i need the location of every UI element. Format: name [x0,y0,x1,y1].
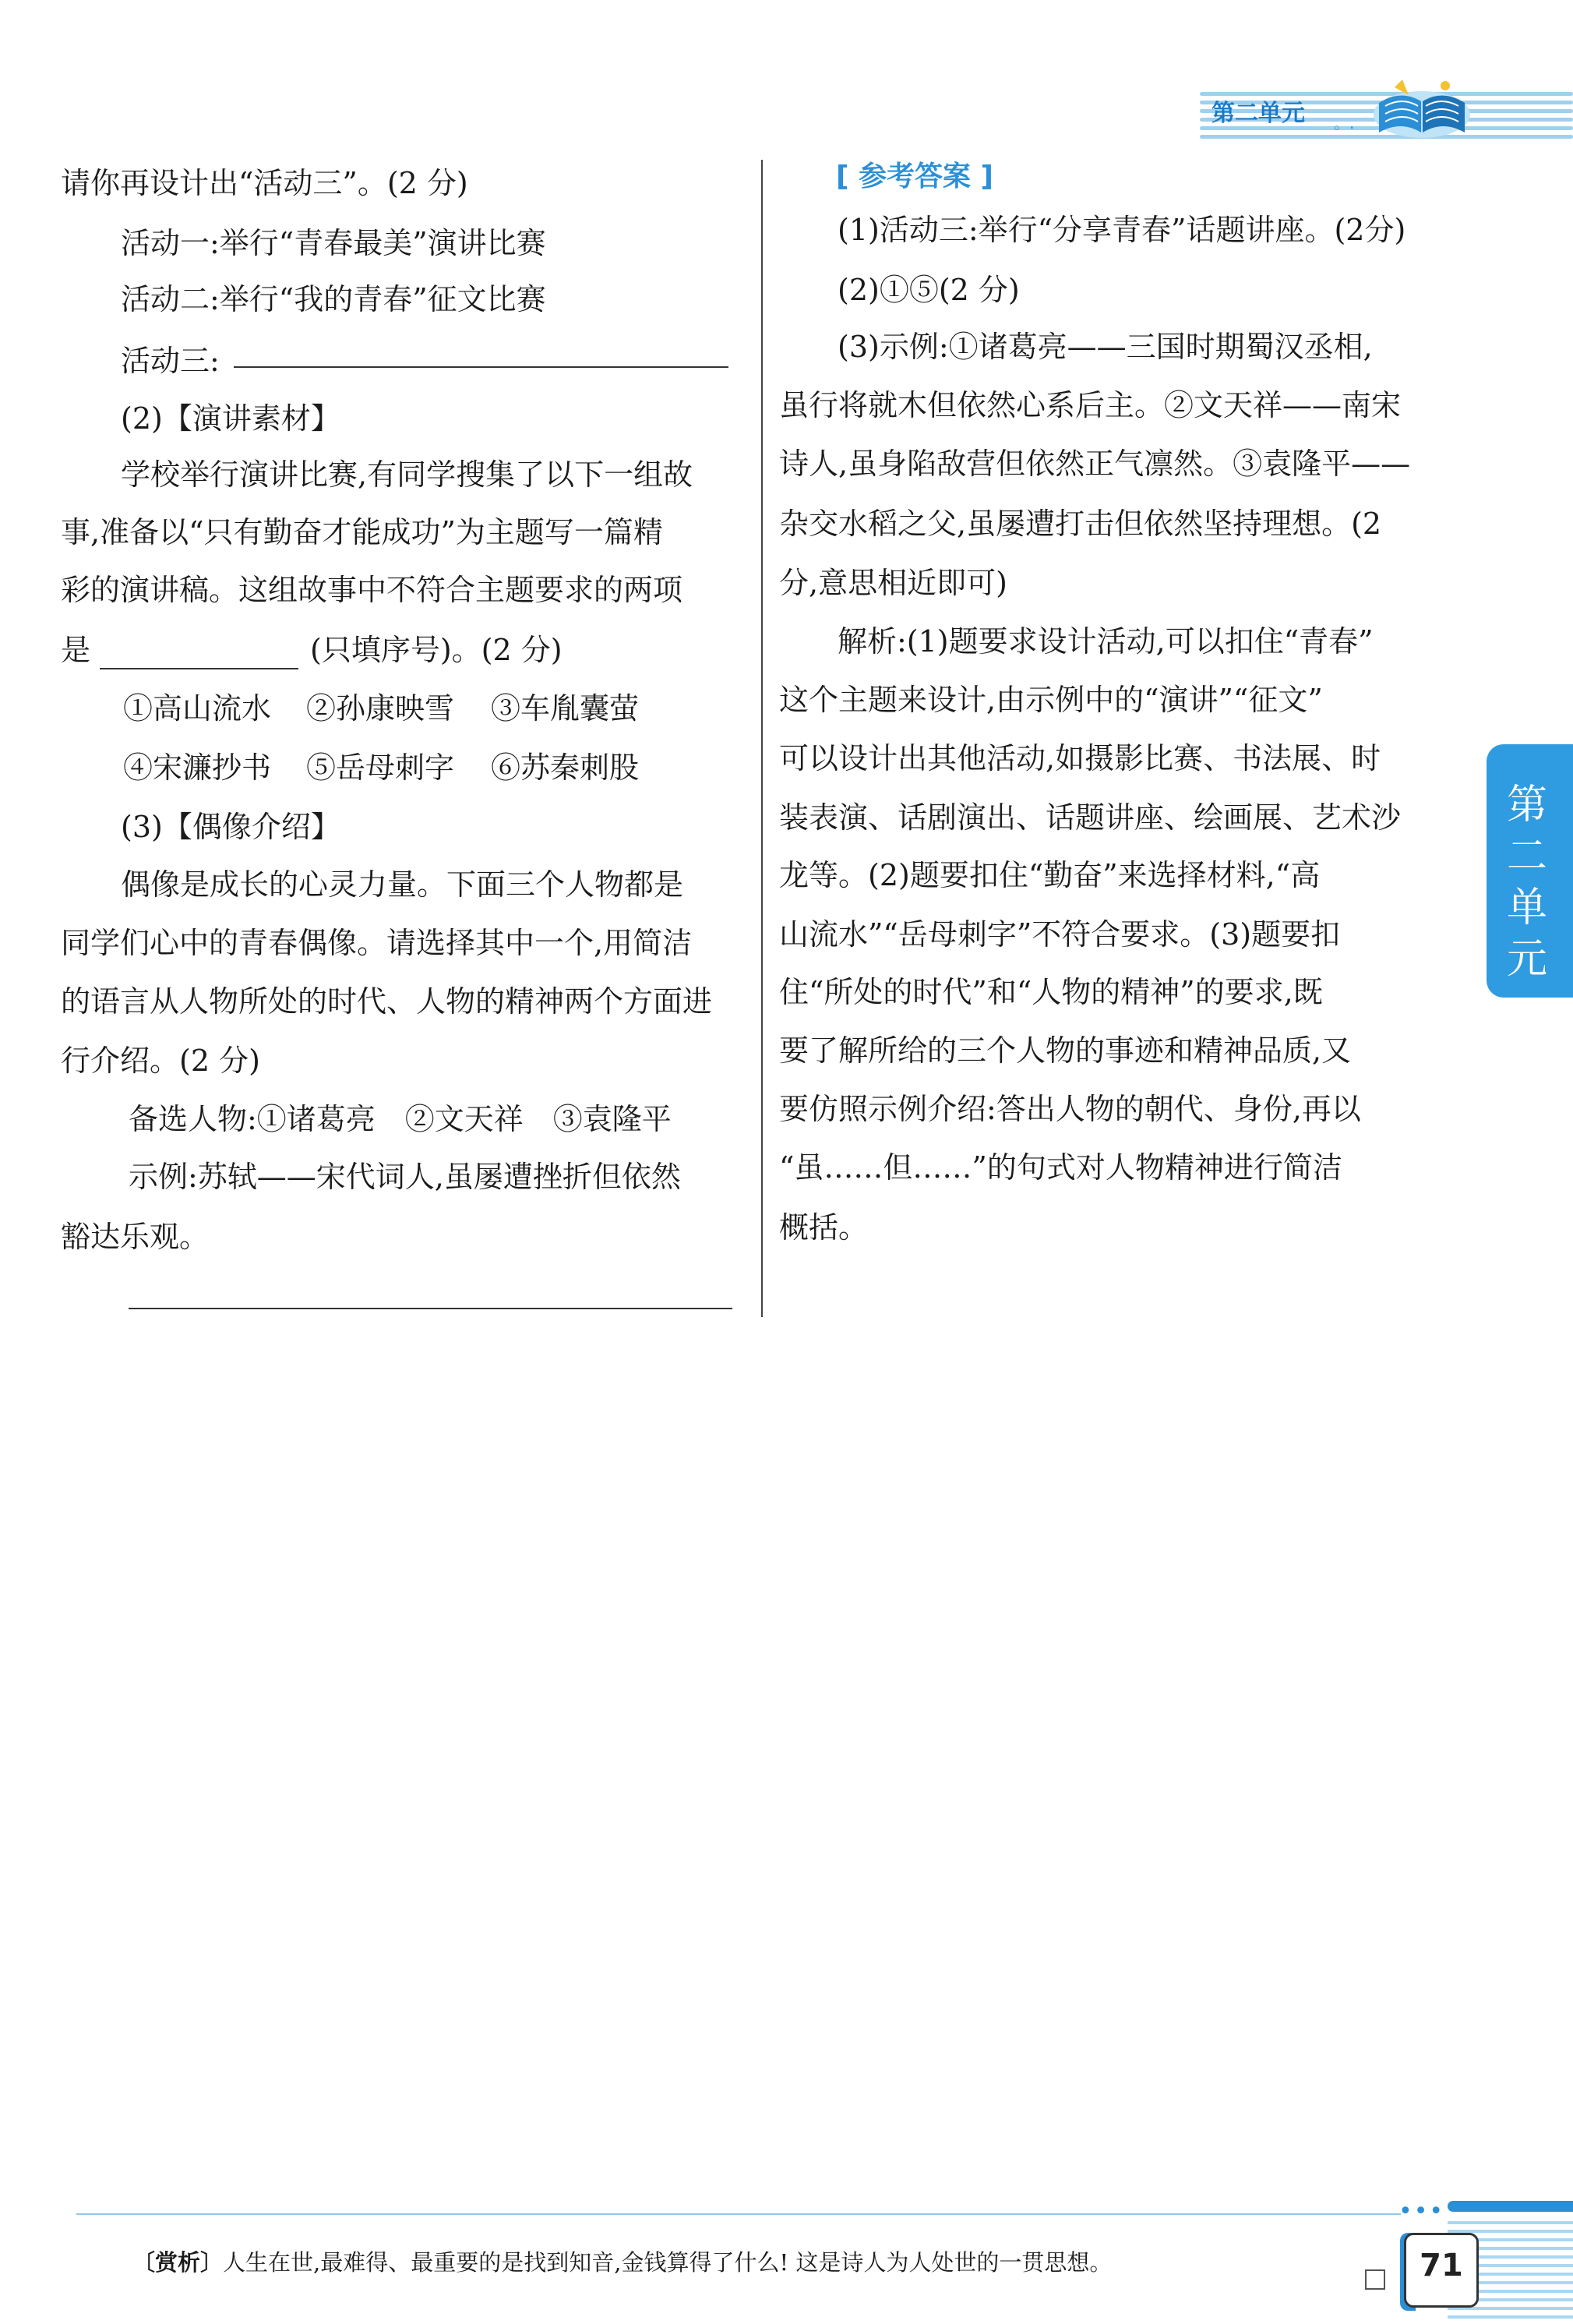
open-book-icon [1371,72,1472,142]
question-2-line: 彩的演讲稿。这组故事中不符合主题要求的两项 [61,573,683,607]
analysis-line: 要仿照示例介绍:答出人物的朝代、身份,再以 [779,1092,1361,1126]
activity-1: 活动一:举行“青春最美”演讲比赛 [121,226,546,260]
analysis-line: 装表演、话剧演出、话题讲座、绘画展、艺术沙 [779,800,1402,835]
question-2-line: 是 [61,633,91,667]
footer-line [76,2213,1401,2215]
answer-line: 分,意思相近即可) [779,566,1007,600]
page-number: 71 [1420,2248,1463,2283]
analysis-line: 要了解所给的三个人物的事迹和精神品质,又 [779,1033,1352,1068]
answer-line: 虽行将就木但依然心系后主。②文天祥——南宋 [779,388,1402,422]
footer-bar [1448,2201,1573,2212]
analysis-line: 解析:(1)题要求设计活动,可以扣住“青春” [838,624,1374,659]
question-2-line: (只填序号)。(2 分) [310,633,563,667]
option-item: ⑤岳母刺字 [306,751,455,785]
unit-tag: 第二单元 [1211,100,1305,127]
question-3-title: (3)【偶像介绍】 [121,810,340,844]
option-item: ①高山流水 [123,691,272,726]
question-3-answer-line[interactable] [129,1308,732,1309]
answer-line: (3)示例:①诸葛亮——三国时期蜀汉丞相, [838,330,1373,364]
analysis-line: 概括。 [779,1210,869,1245]
answer-heading: [ 参考答案 ] [836,161,993,192]
question-2-title: (2)【演讲素材】 [121,401,340,436]
example-line: 豁达乐观。 [61,1220,210,1254]
unit-side-tab-label: 第二单元 [1506,782,1547,983]
option-item: ⑥苏秦刺股 [491,751,640,785]
option-item: ④宋濂抄书 [123,751,272,785]
column-divider [761,160,763,1317]
question-3-line: 的语言从人物所处的时代、人物的精神两个方面进 [61,984,713,1019]
answer-line: 杂交水稻之父,虽屡遭打击但依然坚持理想。(2 [779,507,1382,541]
activity-3-answer-line[interactable] [234,366,728,368]
question-3-line: 偶像是成长的心灵力量。下面三个人物都是 [121,867,684,902]
activity-2: 活动二:举行“我的青春”征文比赛 [121,282,546,316]
footer-note-tag: 〔赏析〕 [132,2249,224,2276]
question-3-line: 行介绍。(2 分) [61,1044,260,1078]
option-item: ③车胤囊萤 [491,691,640,726]
checkbox-icon [1365,2269,1385,2290]
question-2-line: 学校举行演讲比赛,有同学搜集了以下一组故 [121,457,693,492]
answer-line: 诗人,虽身陷敌营但依然正气凛然。③袁隆平—— [779,447,1411,481]
question-2-line: 事,准备以“只有勤奋才能成功”为主题写一篇精 [61,515,663,549]
question-2-answer-line[interactable] [100,668,298,669]
analysis-line: 可以设计出其他活动,如摄影比赛、书法展、时 [779,741,1381,775]
answer-line: (1)活动三:举行“分享青春”话题讲座。(2分) [838,213,1406,247]
footer-dots: ••• [1398,2198,1445,2225]
candidate-list: 备选人物:①诸葛亮 ②文天祥 ③袁隆平 [129,1102,672,1136]
analysis-line: “虽……但……”的句式对人物精神进行简洁 [779,1150,1342,1185]
question-1-tail: 请你再设计出“活动三”。(2 分) [61,166,468,200]
footer-note [132,2247,1112,2278]
example-line: 示例:苏轼——宋代词人,虽屡遭挫折但依然 [129,1160,681,1194]
header-dots: 。. [1334,114,1355,132]
analysis-line: 龙等。(2)题要扣住“勤奋”来选择材料,“高 [779,858,1321,892]
analysis-line: 这个主题来设计,由示例中的“演讲”“征文” [779,683,1323,717]
option-item: ②孙康映雪 [306,691,455,726]
footer-note-text: 人生在世,最难得、最重要的是找到知音,金钱算得了什么! 这是诗人为人处世的一贯思想。 [223,2249,1113,2276]
analysis-line: 住“所处的时代”和“人物的精神”的要求,既 [779,975,1323,1009]
answer-line: (2)①⑤(2 分) [838,273,1020,307]
analysis-line: 山流水”“岳母刺字”不符合要求。(3)题要扣 [779,917,1341,952]
question-3-line: 同学们心中的青春偶像。请选择其中一个,用简洁 [61,926,693,960]
activity-3-label: 活动三: [121,344,220,378]
